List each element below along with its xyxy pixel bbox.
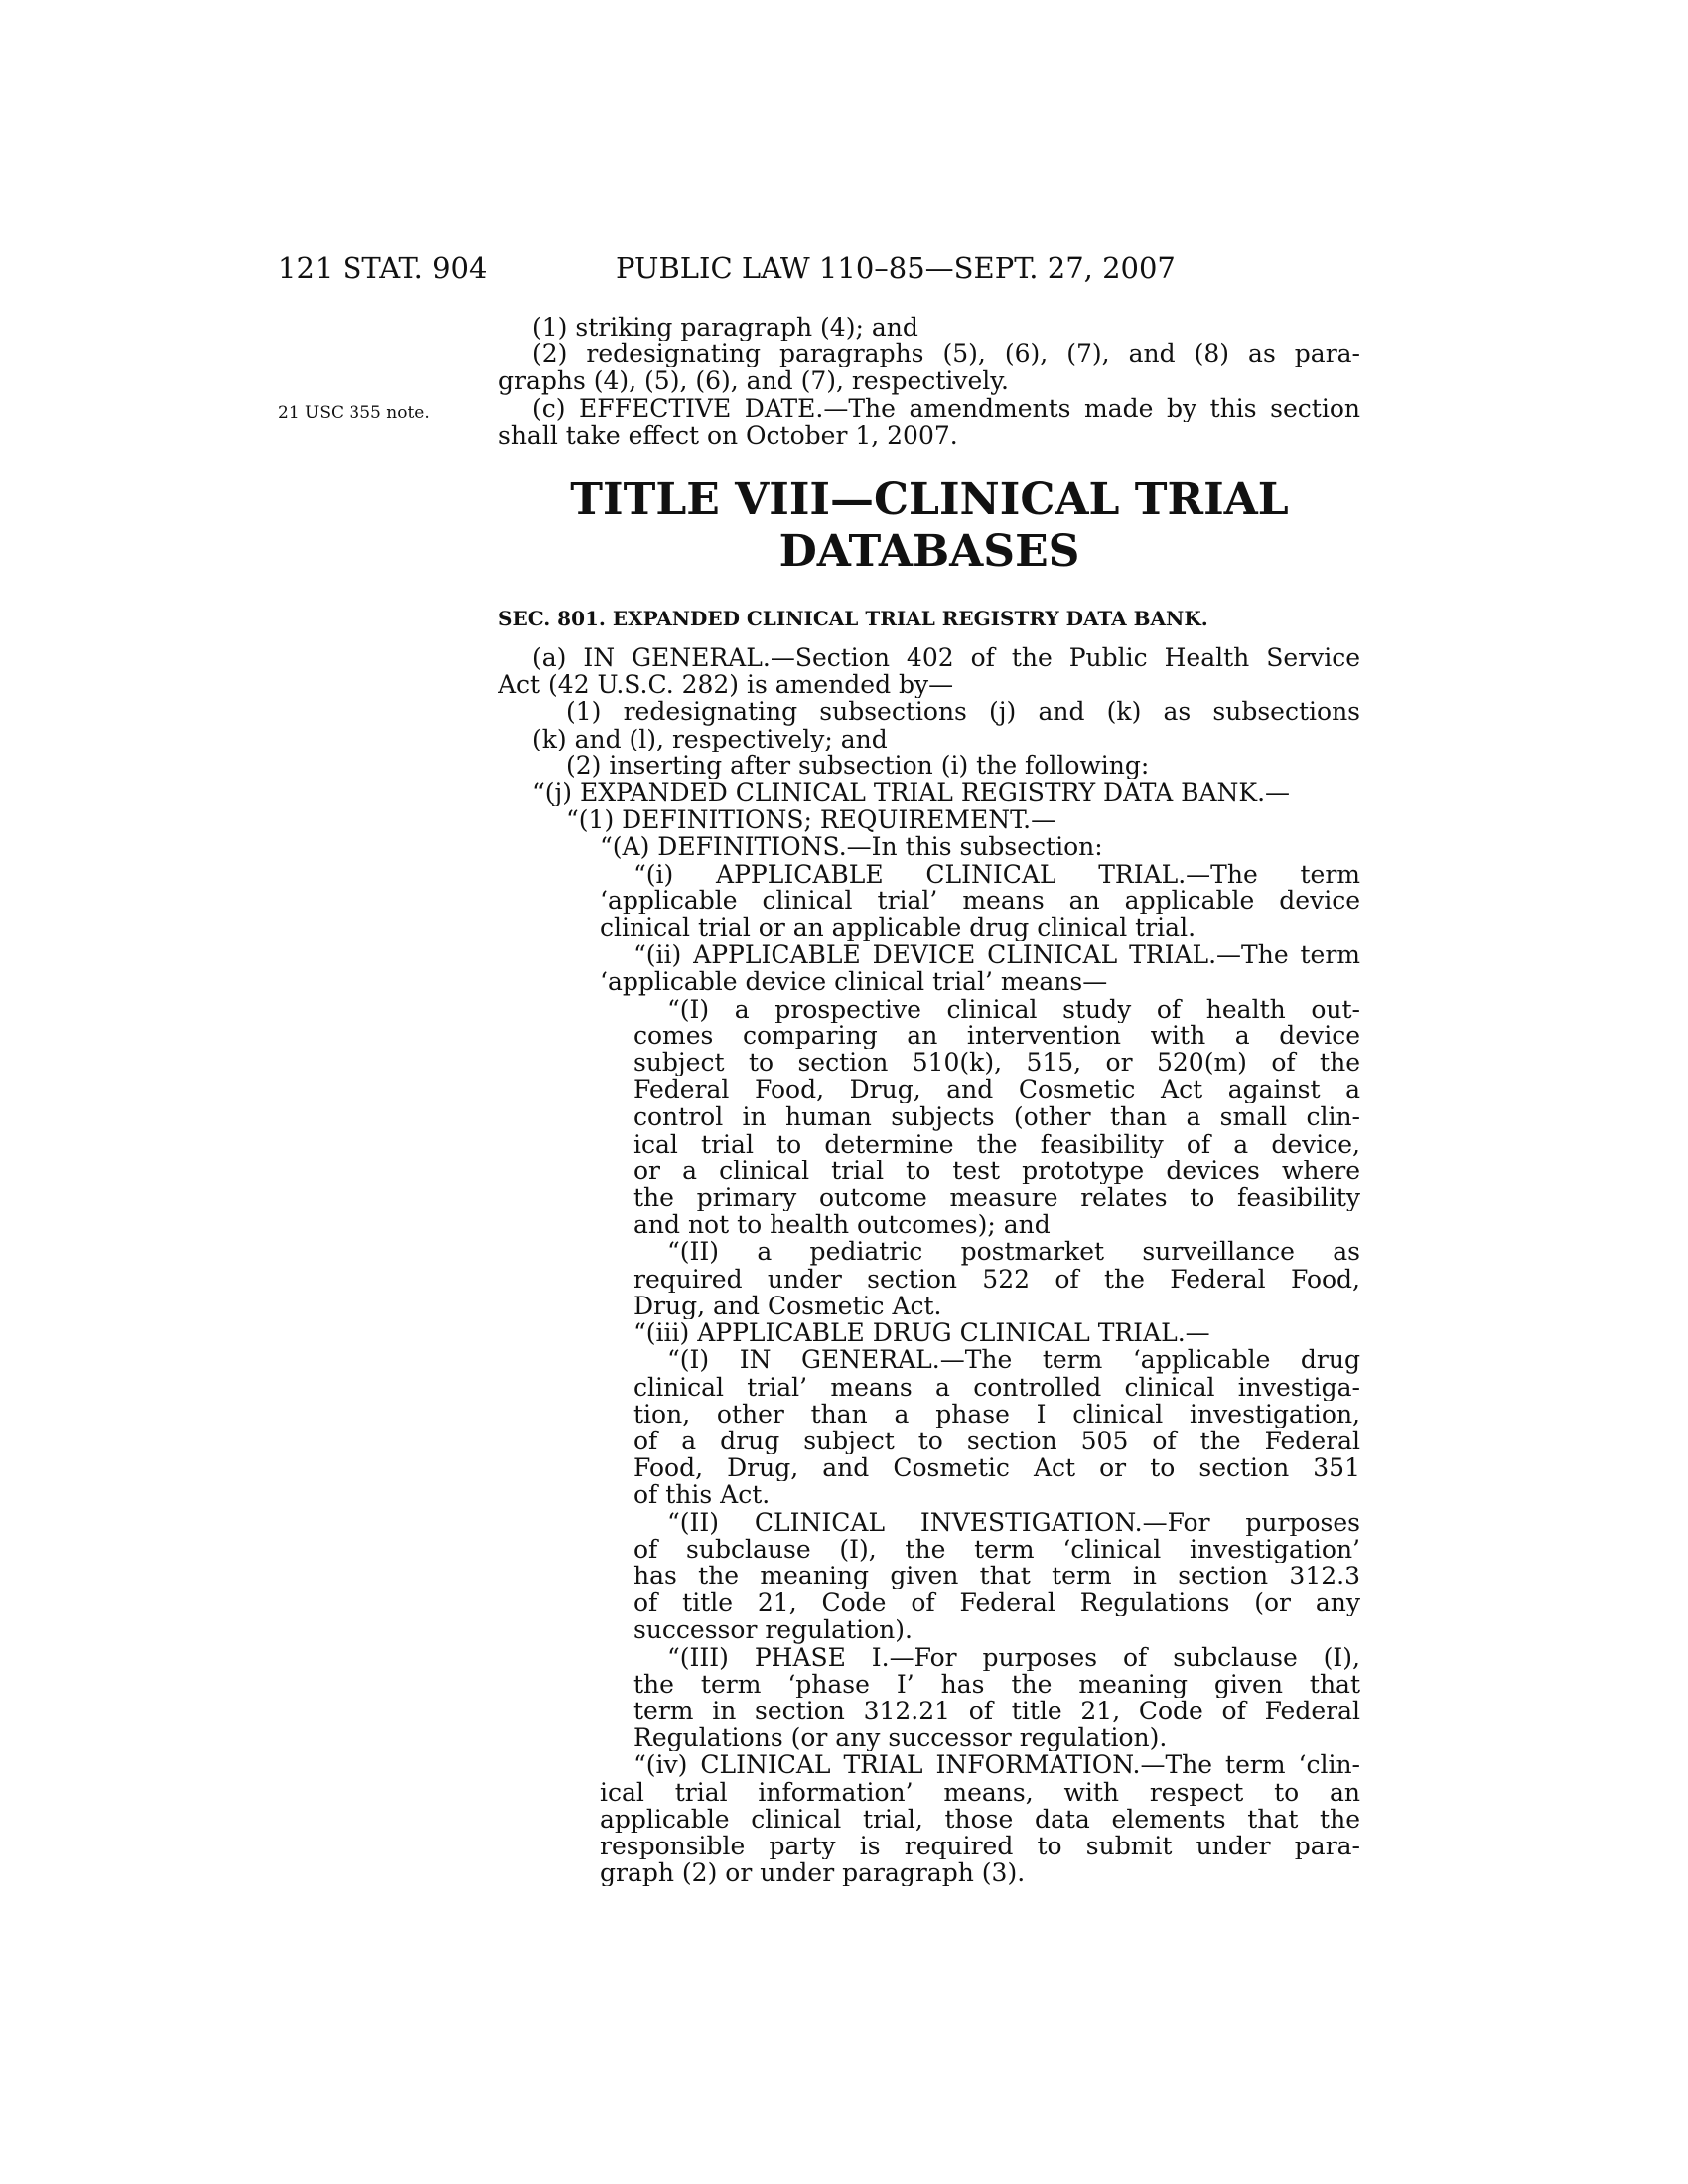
text-line: “(i) APPLICABLE CLINICAL TRIAL.—The term [633,860,1360,887]
text-line: ical trial information’ means, with respect to an [600,1778,1360,1806]
text-line: the term ‘phase I’ has the meaning given that [633,1670,1360,1698]
text-line: “(A) DEFINITIONS.—In this subsection: [600,833,1103,861]
body-text [498,314,1360,1886]
text-line: the primary outcome measure relates to feasibility [633,1184,1360,1212]
text-line: “(1) DEFINITIONS; REQUIREMENT.— [566,806,1056,834]
text-line: tion, other than a phase I clinical investigation, [633,1400,1360,1428]
text-line: has the meaning given that term in section 312.3 [633,1562,1360,1590]
text-line: (c) EFFECTIVE DATE.—The amendments made by this section [532,394,1360,422]
text-line: “(iv) CLINICAL TRIAL INFORMATION.—The term ‘clin- [633,1751,1360,1779]
text-line: graphs (4), (5), (6), and (7), respectively. [498,367,1010,395]
text-line: ‘applicable device clinical trial’ means— [600,968,1108,996]
text-line: “(ii) APPLICABLE DEVICE CLINICAL TRIAL.—The term [633,941,1360,969]
text-line: of subclause (I), the term ‘clinical investigation’ [633,1535,1360,1563]
text-line: or a clinical trial to test prototype devices where [633,1157,1360,1185]
text-line: graph (2) or under paragraph (3). [600,1859,1026,1887]
text-line: responsible party is required to submit under para- [600,1832,1360,1860]
text-line: Act (42 U.S.C. 282) is amended by— [498,671,954,699]
stat-page-number: 121 STAT. 904 [278,251,488,285]
text-line: shall take effect on October 1, 2007. [498,421,958,450]
text-line: “(I) a prospective clinical study of health out- [667,995,1360,1023]
text-line: of this Act. [633,1481,771,1509]
text-line: (a) IN GENERAL.—Section 402 of the Public Health Service [532,644,1360,672]
text-line: (1) striking paragraph (4); and [532,314,918,341]
text-line: ical trial to determine the feasibility of a device, [633,1130,1360,1158]
text-line: “(j) EXPANDED CLINICAL TRIAL REGISTRY DATA BANK.— [532,779,1291,807]
text-line: Drug, and Cosmetic Act. [633,1292,942,1320]
text-line: “(II) CLINICAL INVESTIGATION.—For purposes [667,1508,1360,1536]
text-line: applicable clinical trial, those data elements that the [600,1805,1360,1833]
text-line: (2) redesignating paragraphs (5), (6), (7), and (8) as para- [532,341,1360,368]
text-line: subject to section 510(k), 515, or 520(m) of the [633,1049,1360,1077]
text-line: and not to health outcomes); and [633,1211,1051,1239]
text-line: of title 21, Code of Federal Regulations (or any [633,1589,1360,1617]
text-line: clinical trial’ means a controlled clinical investiga- [633,1373,1360,1401]
text-line: Food, Drug, and Cosmetic Act or to section 351 [633,1454,1360,1482]
text-line: “(I) IN GENERAL.—The term ‘applicable drug [667,1346,1360,1374]
text-line: required under section 522 of the Federal Food, [633,1265,1360,1293]
text-line: term in section 312.21 of title 21, Code of Federal [633,1697,1360,1725]
text-line: (2) inserting after subsection (i) the following: [566,751,1150,780]
text-line: comes comparing an intervention with a device [633,1022,1360,1050]
section-paragraphs [498,644,1360,1886]
text-line: Federal Food, Drug, and Cosmetic Act against a [633,1076,1360,1104]
text-line: “(II) a pediatric postmarket surveillance as [667,1238,1360,1266]
text-line: successor regulation). [633,1616,913,1644]
text-line: “(III) PHASE I.—For purposes of subclause (I), [667,1643,1360,1671]
text-line: (k) and (l), respectively; and [532,725,888,752]
title-line-2: DATABASES [778,526,1080,578]
text-line: (1) redesignating subsections (j) and (k) as subsections [566,698,1360,726]
text-line: ‘applicable clinical trial’ means an applicable device [600,887,1360,915]
text-line: of a drug subject to section 505 of the Federal [633,1427,1360,1455]
text-line: clinical trial or an applicable drug clinical trial. [600,914,1196,942]
text-line: control in human subjects (other than a small clin- [633,1103,1360,1131]
text-line: Regulations (or any successor regulation). [633,1724,1168,1752]
text-line: “(iii) APPLICABLE DRUG CLINICAL TRIAL.— [633,1319,1210,1347]
margin-note: 21 USC 355 note. [278,403,430,423]
running-header: PUBLIC LAW 110–85—SEPT. 27, 2007 [616,251,1176,285]
section-heading: SEC. 801. EXPANDED CLINICAL TRIAL REGISTRY DATA BANK. [498,607,1208,631]
title-line-1: TITLE VIII—CLINICAL TRIAL [570,475,1289,526]
title-heading [498,475,1360,578]
top-paragraphs [498,314,1360,449]
